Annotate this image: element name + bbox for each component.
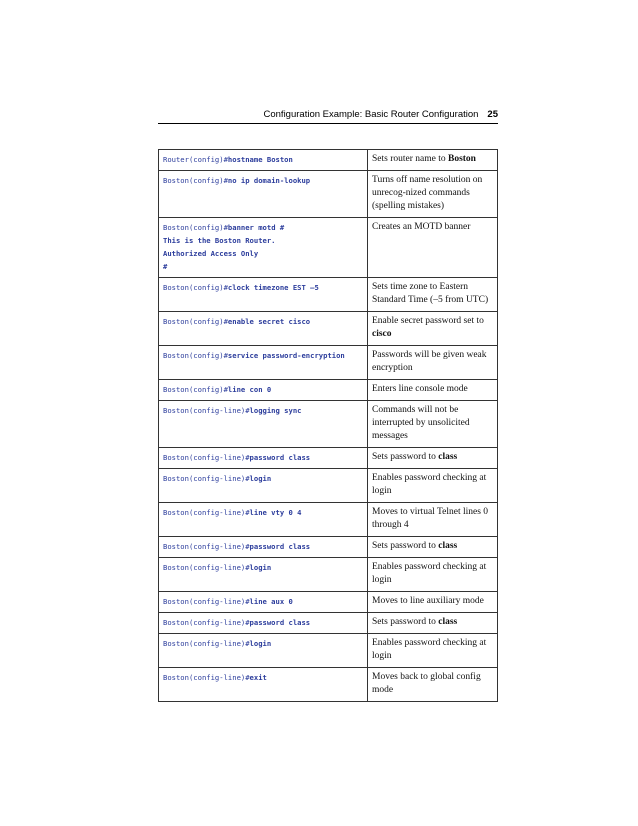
cli-prompt: Boston(config-line)# bbox=[163, 618, 250, 627]
command-cell bbox=[159, 592, 368, 613]
description-cell bbox=[368, 448, 498, 469]
description-cell bbox=[368, 171, 498, 218]
table-row bbox=[159, 312, 498, 346]
table-row bbox=[159, 380, 498, 401]
description-emphasis: cisco bbox=[372, 329, 392, 339]
description-cell bbox=[368, 634, 498, 668]
table-row bbox=[159, 503, 498, 537]
description-text: Sets router name to bbox=[372, 154, 448, 164]
description-emphasis: class bbox=[438, 452, 458, 462]
cli-prompt: Boston(config-line)# bbox=[163, 597, 250, 606]
cli-command: password class bbox=[249, 542, 311, 551]
description-emphasis: Boston bbox=[447, 154, 476, 164]
command-cell bbox=[159, 469, 368, 503]
table-row bbox=[159, 346, 498, 380]
command-cell bbox=[159, 558, 368, 592]
command-cell bbox=[159, 668, 368, 702]
command-cell bbox=[159, 218, 368, 278]
header-rule bbox=[158, 123, 498, 124]
banner-line: # bbox=[163, 262, 168, 271]
cli-command: banner motd # bbox=[227, 223, 285, 232]
description-text: Enable secret password set to bbox=[372, 316, 484, 326]
cli-prompt: Boston(config)# bbox=[163, 351, 228, 360]
cli-prompt: Boston(config-line)# bbox=[163, 542, 250, 551]
description-text: Moves to virtual Telnet lines 0 through 4 bbox=[372, 507, 489, 530]
table-row bbox=[159, 668, 498, 702]
command-cell bbox=[159, 278, 368, 312]
description-cell bbox=[368, 668, 498, 702]
cli-command: login bbox=[249, 474, 272, 483]
table-row bbox=[159, 469, 498, 503]
command-cell bbox=[159, 448, 368, 469]
description-emphasis: class bbox=[438, 617, 458, 627]
table-row bbox=[159, 613, 498, 634]
cli-command: login bbox=[249, 639, 272, 648]
description-cell bbox=[368, 150, 498, 171]
description-text: Sets password to bbox=[372, 617, 439, 627]
table-row bbox=[159, 634, 498, 668]
banner-line: This is the Boston Router. bbox=[163, 236, 276, 245]
cli-command: line aux 0 bbox=[249, 597, 293, 606]
running-header bbox=[158, 109, 498, 120]
command-cell bbox=[159, 401, 368, 448]
description-text: Creates an MOTD banner bbox=[372, 222, 471, 232]
table-row bbox=[159, 592, 498, 613]
cli-prompt: Boston(config-line)# bbox=[163, 563, 250, 572]
table-row bbox=[159, 401, 498, 448]
cli-command: no ip domain-lookup bbox=[227, 176, 311, 185]
description-cell bbox=[368, 380, 498, 401]
cli-command: service password-encryption bbox=[227, 351, 345, 360]
description-text: Sets time zone to Eastern Standard Time (–5 from UTC) bbox=[372, 282, 489, 305]
cli-prompt: Boston(config-line)# bbox=[163, 673, 250, 682]
header-title: Configuration Example: Basic Router Configuration bbox=[263, 109, 479, 120]
cli-prompt: Boston(config)# bbox=[163, 223, 228, 232]
cli-prompt: Router(config)# bbox=[163, 155, 228, 164]
table-row bbox=[159, 537, 498, 558]
description-text: Enables password checking at login bbox=[372, 638, 487, 661]
command-cell bbox=[159, 634, 368, 668]
description-text: Sets password to bbox=[372, 541, 439, 551]
description-text: Moves to line auxiliary mode bbox=[372, 596, 484, 606]
cli-command: password class bbox=[249, 453, 311, 462]
command-cell bbox=[159, 346, 368, 380]
table-row bbox=[159, 448, 498, 469]
table-row bbox=[159, 558, 498, 592]
description-cell bbox=[368, 401, 498, 448]
command-table bbox=[158, 149, 498, 702]
cli-prompt: Boston(config-line)# bbox=[163, 453, 250, 462]
table-row bbox=[159, 150, 498, 171]
command-cell bbox=[159, 537, 368, 558]
cli-command: exit bbox=[249, 673, 267, 682]
description-text: Commands will not be interrupted by unsolicited messages bbox=[372, 405, 470, 441]
description-cell bbox=[368, 469, 498, 503]
description-cell bbox=[368, 346, 498, 380]
cli-prompt: Boston(config-line)# bbox=[163, 406, 250, 415]
description-text: Sets password to bbox=[372, 452, 439, 462]
cli-prompt: Boston(config)# bbox=[163, 176, 228, 185]
cli-prompt: Boston(config)# bbox=[163, 317, 228, 326]
page-number: 25 bbox=[487, 109, 498, 120]
description-cell bbox=[368, 218, 498, 278]
command-cell bbox=[159, 503, 368, 537]
table-row bbox=[159, 218, 498, 278]
command-cell bbox=[159, 380, 368, 401]
cli-prompt: Boston(config-line)# bbox=[163, 474, 250, 483]
cli-command: line con 0 bbox=[227, 385, 272, 394]
command-cell bbox=[159, 150, 368, 171]
description-emphasis: class bbox=[438, 541, 458, 551]
cli-command: clock timezone EST –5 bbox=[227, 283, 319, 292]
cli-prompt: Boston(config-line)# bbox=[163, 508, 250, 517]
description-text: Enters line console mode bbox=[372, 384, 468, 394]
description-cell bbox=[368, 537, 498, 558]
command-cell bbox=[159, 312, 368, 346]
table-row bbox=[159, 171, 498, 218]
banner-line: Authorized Access Only bbox=[163, 249, 259, 258]
description-text: Turns off name resolution on unrecog-nized commands (spelling mistakes) bbox=[372, 175, 483, 211]
cli-command: hostname Boston bbox=[227, 155, 293, 164]
cli-command: line vty 0 4 bbox=[249, 508, 302, 517]
description-text: Passwords will be given weak encryption bbox=[372, 350, 487, 373]
description-text: Enables password checking at login bbox=[372, 562, 487, 585]
cli-command: password class bbox=[249, 618, 311, 627]
cli-prompt: Boston(config)# bbox=[163, 385, 228, 394]
description-cell bbox=[368, 613, 498, 634]
description-text: Moves back to global config mode bbox=[372, 672, 481, 695]
command-cell bbox=[159, 613, 368, 634]
table-row bbox=[159, 278, 498, 312]
description-cell bbox=[368, 503, 498, 537]
cli-prompt: Boston(config)# bbox=[163, 283, 228, 292]
cli-command: logging sync bbox=[249, 406, 302, 415]
description-cell bbox=[368, 558, 498, 592]
command-cell bbox=[159, 171, 368, 218]
cli-command: enable secret cisco bbox=[227, 317, 311, 326]
description-cell bbox=[368, 312, 498, 346]
cli-command: login bbox=[249, 563, 272, 572]
description-cell bbox=[368, 278, 498, 312]
description-text: Enables password checking at login bbox=[372, 473, 487, 496]
description-cell bbox=[368, 592, 498, 613]
cli-prompt: Boston(config-line)# bbox=[163, 639, 250, 648]
